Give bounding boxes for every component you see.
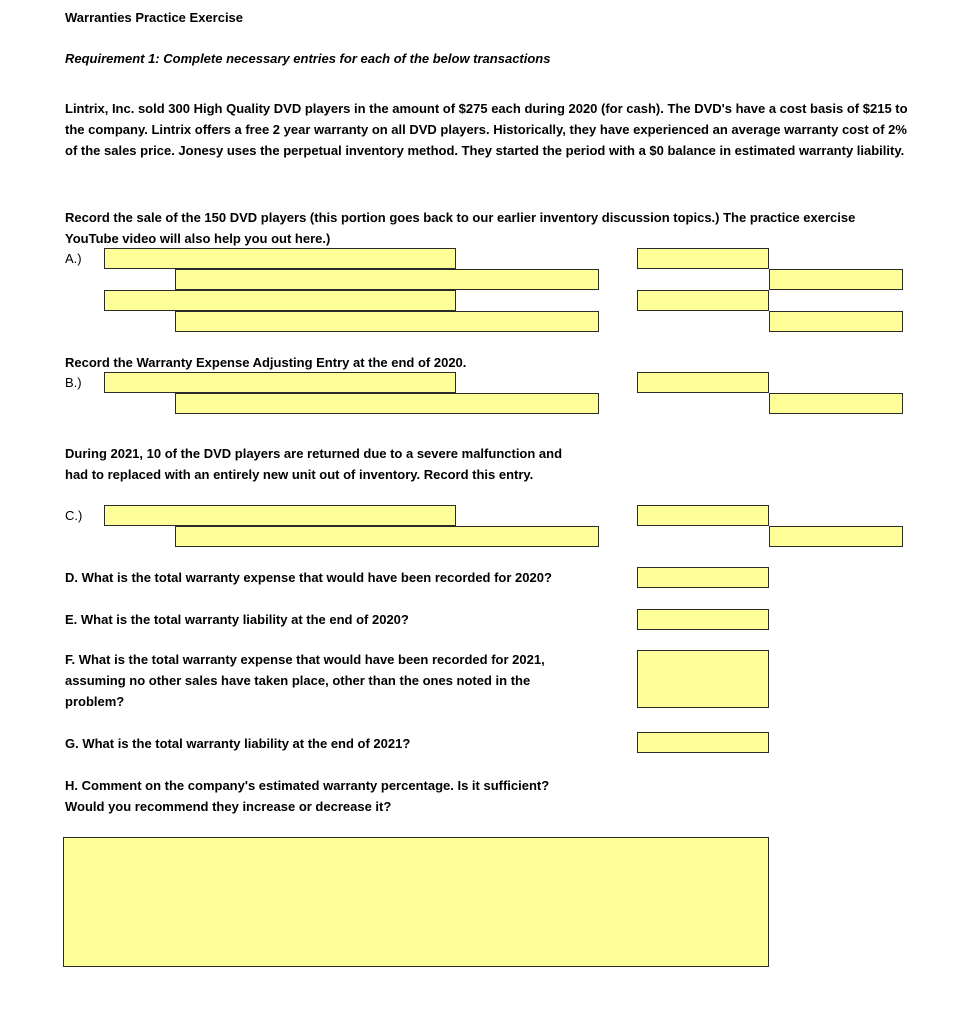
entry-b-credit-amount[interactable] (769, 393, 903, 414)
answer-f-field[interactable] (637, 650, 769, 708)
section-a-label: A.) (65, 251, 82, 266)
question-f: F. What is the total warranty expense that would have been recorded for 2021, assuming no other sales have taken place, other than the ones noted in the problem? (65, 652, 545, 709)
entry-a1-account-credit[interactable] (175, 269, 599, 290)
entry-c-credit-amount[interactable] (769, 526, 903, 547)
section-b-label: B.) (65, 375, 82, 390)
entry-c-account-debit[interactable] (104, 505, 456, 526)
answer-g-field[interactable] (637, 732, 769, 753)
answer-d-field[interactable] (637, 567, 769, 588)
entry-a2-account-credit[interactable] (175, 311, 599, 332)
entry-b-debit-amount[interactable] (637, 372, 769, 393)
question-h: H. Comment on the company's estimated warranty percentage. Is it sufficient? Would you recommend they increase or decrease it? (65, 778, 550, 814)
entry-b-account-credit[interactable] (175, 393, 599, 414)
section-a-prompt: Record the sale of the 150 DVD players (this portion goes back to our earlier inventory discussion topics.) The practice exercise YouTube video will also help you out here.) (65, 210, 856, 246)
page-title: Warranties Practice Exercise (65, 10, 244, 25)
requirement-heading: Requirement 1: Complete necessary entries for each of the below transactions (65, 51, 551, 66)
answer-h-textarea[interactable] (63, 837, 769, 967)
intro-paragraph: Lintrix, Inc. sold 300 High Quality DVD players in the amount of $275 each during 2020 (for cash). The DVD's have a cost basis of $215 to the company. Lintrix offers a free 2 year warranty on all DVD players. Historically, they have experienced an average warranty cost of 2% of the sales price. Jonesy uses the perpetual inventory method. They started the period with a $0 balance in estimated warranty liability. (65, 101, 908, 158)
entry-a2-account-debit[interactable] (104, 290, 456, 311)
entry-c-account-credit[interactable] (175, 526, 599, 547)
question-e: E. What is the total warranty liability at the end of 2020? (65, 612, 409, 627)
question-g: G. What is the total warranty liability at the end of 2021? (65, 736, 411, 751)
section-b-prompt: Record the Warranty Expense Adjusting Entry at the end of 2020. (65, 355, 467, 370)
entry-a1-account-debit[interactable] (104, 248, 456, 269)
answer-e-field[interactable] (637, 609, 769, 630)
entry-b-account-debit[interactable] (104, 372, 456, 393)
entry-a1-credit-amount[interactable] (769, 269, 903, 290)
entry-a1-debit-amount[interactable] (637, 248, 769, 269)
question-d: D. What is the total warranty expense that would have been recorded for 2020? (65, 570, 552, 585)
section-c-label: C.) (65, 508, 83, 523)
section-c-prompt: During 2021, 10 of the DVD players are returned due to a severe malfunction and had to replaced with an entirely new unit out of inventory. Record this entry. (65, 446, 563, 482)
entry-a2-debit-amount[interactable] (637, 290, 769, 311)
entry-a2-credit-amount[interactable] (769, 311, 903, 332)
entry-c-debit-amount[interactable] (637, 505, 769, 526)
